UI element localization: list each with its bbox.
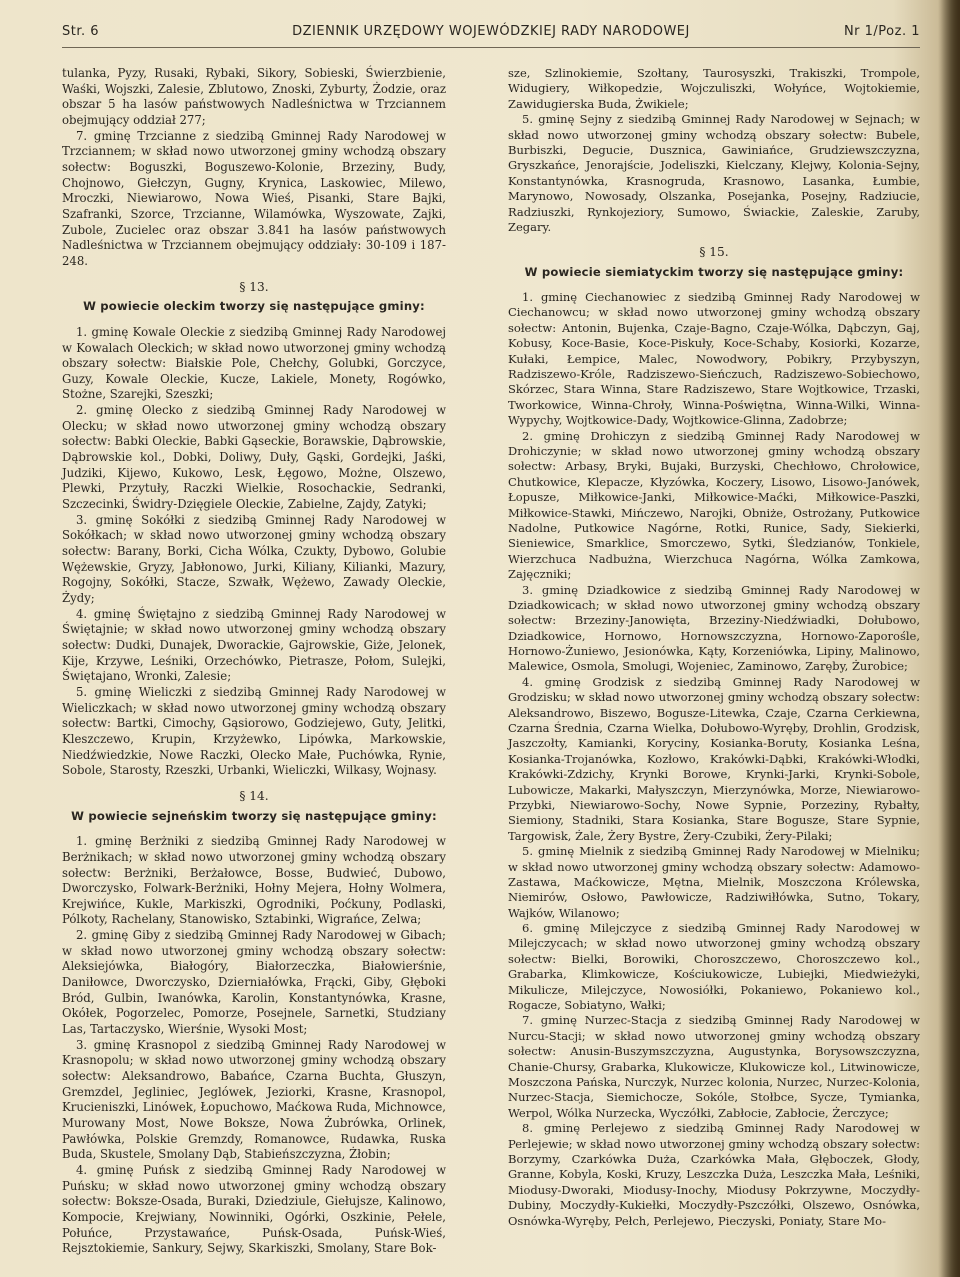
- paragraph: 2. gminę Drohiczyn z siedzibą Gminnej Rady Narodowej w Drohiczynie; w skład nowo utworzonej gminy wchodzą obszary sołectw: Arbasy, Bryki, Bujaki, Burzyski, Chechłowo, Chrołowice, Chutkowice, Klepacze, Kłyzówka, Koczery, Lisowo, Lisowo-Janówek, Łopusze, Miłkowice-Janki, Miłkowice-Maćki, Miłkowice-Paszki, Miłkowice-Stawki, Mińczewo, Narojki, Obniże, Ostrożany, Putkowice Nadolne, Putkowice Nagórne, Rotki, Runice, Sady, Siekierki, Sieniewice, Smarklice, Smorczewo, Sytki, Śledzianów, Tonkiele, Wierzchuca Nadbużna, Wierzchuca Nagórna, Wólka Zamkowa, Zajęczniki;: [508, 428, 920, 582]
- paragraph: 4. gminę Puńsk z siedzibą Gminnej Rady Narodowej w Puńsku; w skład nowo utworzonej gminy wchodzą obszary sołectw: Boksze-Osada, Buraki, Dziedziule, Giełujsze, Kalinowo, Kompocie, Krejwiany, Nowinniki, Ogórki, Oszkinie, Pełele, Połuńce, Przystawańce, Puńsk-Osada, Puńsk-Wieś, Rejsztokiemie, Sankury, Sejwy, Skarkiszki, Smolany, Stare Bok-: [62, 1162, 446, 1256]
- paragraph: 3. gminę Sokółki z siedzibą Gminnej Rady Narodowej w Sokółkach; w skład nowo utworzonej gminy wchodzą obszary sołectw: Barany, Borki, Cicha Wólka, Czukty, Dybowo, Golubie Wężewskie, Gryzy, Jabłonowo, Jurki, Kiliany, Kilianki, Mazury, Rogojny, Sokółki, Stacze, Szwałk, Wężewo, Zawady Oleckie, Żydy;: [62, 512, 446, 605]
- paragraph: 3. gminę Krasnopol z siedzibą Gminnej Rady Narodowej w Krasnopolu; w skład nowo utworzonej gminy wchodzą obszary sołectw: Aleksandrowo, Babańce, Czarna Buchta, Głuszyn, Gremzdel, Jegliniec, Jeglówek, Jeziorki, Krasne, Krasnopol, Krucieniszki, Linówek, Łopuchowo, Maćkowa Ruda, Michnowce, Murowany Most, Nowe Boksze, Nowa Żubrówka, Orlinek, Pawłówka, Polskie Gremzdy, Romanowce, Rudawka, Ruska Buda, Skustele, Smolany Dąb, Stabieńszczyzna, Żłobin;: [62, 1037, 446, 1162]
- paragraph: 2. gminę Olecko z siedzibą Gminnej Rady Narodowej w Olecku; w skład nowo utworzonej gminy wchodzą obszary sołectw: Babki Oleckie, Babki Gąseckie, Borawskie, Dąbrowskie, Dąbrowskie kol., Dobki, Doliwy, Duły, Gąski, Gordejki, Jaśki, Judziki, Kijewo, Kukowo, Lesk, Łęgowo, Możne, Olszewo, Plewki, Przytuły, Raczki Wielkie, Rosochackie, Sedranki, Szczecinki, Świdry-Dzięgiele Oleckie, Zabielne, Zajdy, Zatyki;: [62, 403, 446, 512]
- section-heading: W powiecie oleckim tworzy się następujące gminy:: [83, 299, 425, 314]
- page-header: [62, 24, 920, 46]
- header-rule: [62, 47, 920, 48]
- paragraph: 7. gminę Nurzec-Stacja z siedzibą Gminnej Rady Narodowej w Nurcu-Stacji; w skład nowo utworzonej gminy wchodzą obszary sołectw: Anusin-Buszymszczyzna, Augustynka, Borysowszczyzna, Chanie-Chursy, Grabarka, Klukowicze, Klukowicze kol., Litwinowicze, Moszczona Pańska, Nurczyk, Nurzec kolonia, Nurzec, Nurzec-Kolonia, Nurzec-Stacja, Siemichocze, Sokóle, Stołbce, Sycze, Tymianka, Werpol, Wólka Nurzecka, Wyczółki, Zabłocie, Zabłocie, Żerczyce;: [508, 1013, 920, 1120]
- paragraph: 4. gminę Grodzisk z siedzibą Gminnej Rady Narodowej w Grodzisku; w skład nowo utworzonej gminy wchodzą obszary sołectw: Aleksandrowo, Biszewo, Bogusze-Litewka, Czaje, Czarna Cerkiewna, Czarna Średnia, Czarna Wielka, Dołubowo-Wyręby, Drohlin, Grodzisk, Jaszczołty, Kamianki, Koryciny, Kosianka-Boruty, Kosianka Leśna, Kosianka-Trojanówka, Kozłowo, Krakówki-Dąbki, Krakówki-Włodki, Krakówki-Zdzichy, Krynki Borowe, Krynki-Jarki, Krynki-Sobole, Lubowicze, Makarki, Małyszczyn, Mierzynówka, Morze, Niewiarowo-Przybki, Niewiarowo-Sochy, Nowe Sypnie, Porzeziny, Rybałty, Siemiony, Stadniki, Stara Kosianka, Stare Bogusze, Stare Sypnie, Targowisk, Żale, Żery Bystre, Żery-Czubiki, Żery-Pilaki;: [508, 674, 920, 843]
- paragraph: 2. gminę Giby z siedzibą Gminnej Rady Narodowej w Gibach; w skład nowo utworzonej gminy wchodzą obszary sołectw: Aleksiejówka, Białogóry, Białorzeczka, Białowierśnie, Daniłowce, Dworczysko, Dzierniałówka, Frącki, Giby, Głęboki Bród, Gulbin, Iwanówka, Karolin, Konstantynówka, Krasne, Okółek, Pogorzelec, Pomorze, Posejnele, Sarnetki, Studziany Las, Tartaczysko, Wierśnie, Wysoki Most;: [62, 928, 446, 1037]
- paragraph: 7. gminę Trzcianne z siedzibą Gminnej Rady Narodowej w Trzciannem; w skład nowo utworzonej gminy wchodzą obszary sołectw: Boguszki, Boguszewo-Kolonie, Brzeziny, Budy, Chojnowo, Giełczyn, Gugny, Krynica, Laskowiec, Milewo, Mroczki, Niewiarowo, Nowa Wieś, Pisanki, Stare Bajki, Szafranki, Szorce, Trzcianne, Wilamówka, Wyszowate, Zajki, Zubole, Zucielec oraz obszar 3.841 ha lasów państwowych Nadleśnictwa w Trzciannem obejmujący oddziały: 30-109 i 187-248.: [62, 128, 446, 268]
- paragraph: sze, Szlinokiemie, Szołtany, Taurosyszki, Trakiszki, Trompole, Widugiery, Wiłkopedzie, Wojczuliszki, Wołyńce, Wojtokiemie, Zawidugierska Buda, Żwikiele;: [508, 66, 920, 111]
- section-number: § 13.: [239, 279, 269, 294]
- page-edge-shadow: [938, 0, 960, 1277]
- left-column: [62, 66, 446, 1257]
- paragraph: 6. gminę Milejczyce z siedzibą Gminnej Rady Narodowej w Milejczycach; w skład nowo utworzonej gminy wchodzą obszary sołectw: Bielki, Borowiki, Choroszczewo, Choroszczewo kol., Grabarka, Klimkowicze, Kościukowicze, Lubiejki, Miedwieżyki, Mikulicze, Milejczyce, Nowosiółki, Pokaniewo, Pokaniewo kol., Rogacze, Sobiatyno, Wałki;: [508, 921, 920, 1013]
- paragraph: 8. gminę Perlejewo z siedzibą Gminnej Rady Narodowej w Perlejewie; w skład nowo utworzonej gminy wchodzą obszary sołectw: Borzymy, Czarkówka Duża, Czarkówka Mała, Głęboczek, Głody, Granne, Kobyla, Koski, Kruzy, Leszczka Duża, Leszczka Mała, Leśniki, Miodusy-Dworaki, Miodusy-Inochy, Miodusy Pokrzywne, Moczydły-Dubiny, Moczydły-Kukiełki, Moczydły-Pszczółki, Olszewo, Osnówka, Osnówka-Wyręby, Pełch, Perlejewo, Pieczyski, Poniaty, Stare Mo-: [508, 1121, 920, 1228]
- paragraph: tulanka, Pyzy, Rusaki, Rybaki, Sikory, Sobieski, Świerzbienie, Waśki, Wojszki, Zalesie, Zblutowo, Znoski, Zyburty, Żodzie, oraz obszar 5 ha lasów państwowych Nadleśnictwa w Trzciannem obejmujący oddział 277;: [62, 66, 446, 127]
- section-number: § 15.: [699, 245, 729, 260]
- journal-title: DZIENNIK URZĘDOWY WOJEWÓDZKIEJ RADY NARODOWEJ: [292, 24, 690, 39]
- issue-number: Nr 1/Poz. 1: [843, 24, 920, 39]
- paragraph: 5. gminę Sejny z siedzibą Gminnej Rady Narodowej w Sejnach; w skład nowo utworzonej gminy wchodzą obszary sołectw: Bubele, Burbiszki, Degucie, Dusznica, Gawiniańce, Grudziewszczyzna, Gryszkańce, Jenorajście, Jodeliszki, Kielczany, Klejwy, Kolonia-Sejny, Konstantynówka, Krasnogruda, Krasnowo, Lasanka, Łumbie, Marynowo, Nowosady, Olszanka, Posejanka, Posejny, Radziucie, Radziuszki, Rynkojeziory, Sumowo, Świackie, Zaleskie, Zaruby, Zegary.: [508, 112, 920, 234]
- paragraph: 1. gminę Ciechanowiec z siedzibą Gminnej Rady Narodowej w Ciechanowcu; w skład nowo utworzonej gminy wchodzą obszary sołectw: Antonin, Bujenka, Czaje-Bagno, Czaje-Wólka, Dąbczyn, Gaj, Kobusy, Koce-Basie, Koce-Piskuły, Koce-Schaby, Kosiorki, Kozarze, Kułaki, Łempice, Malec, Nowodwory, Pobikry, Przybyszyn, Radziszewo-Króle, Radziszewo-Sieńczuch, Radziszewo-Sobiechowo, Skórzec, Stara Winna, Stare Radziszewo, Stare Wojtkowice, Trzaski, Tworkowice, Winna-Chroły, Winna-Poświętna, Winna-Wilki, Winna-Wypychy, Wojtkowice-Dady, Wojtkowice-Glinna, Zadobrze;: [508, 290, 920, 428]
- paragraph: 5. gminę Mielnik z siedzibą Gminnej Rady Narodowej w Mielniku; w skład nowo utworzonej gminy wchodzą obszary sołectw: Adamowo-Zastawa, Maćkowicze, Mętna, Mielnik, Moszczona Królewska, Niemirów, Osłowo, Pawłowicze, Radziwiłłówka, Sutno, Tokary, Wajków, Wilanowo;: [508, 844, 920, 920]
- paragraph: 1. gminę Kowale Oleckie z siedzibą Gminnej Rady Narodowej w Kowalach Oleckich; w skład nowo utworzonej gminy wchodzą obszary sołectw: Białskie Pole, Chełchy, Golubki, Gorczyce, Guzy, Kowale Oleckie, Kucze, Lakiele, Monety, Rogówko, Stożne, Szarejki, Szeszki;: [62, 324, 446, 402]
- section-heading: W powiecie sejneńskim tworzy się następujące gminy:: [71, 808, 437, 823]
- section-number: § 14.: [239, 788, 269, 803]
- paragraph: 3. gminę Dziadkowice z siedzibą Gminnej Rady Narodowej w Dziadkowicach; w skład nowo utworzonej gminy wchodzą obszary sołectw: Brzeziny-Janowięta, Brzeziny-Niedźwiadki, Dołubowo, Dziadkowice, Hornowo, Hornowszczyzna, Hornowo-Zaporośle, Hornowo-Żuniewo, Jesionówka, Kąty, Korzeniówka, Lipiny, Malinowo, Malewice, Osmola, Smolugi, Wojeniec, Zaminowo, Zaręby, Żurobice;: [508, 582, 920, 674]
- paragraph: 4. gminę Świętajno z siedzibą Gminnej Rady Narodowej w Świętajnie; w skład nowo utworzonej gminy wchodzą obszary sołectw: Dudki, Dunajek, Dworackie, Gajrowskie, Giże, Jelonek, Kije, Krzywe, Leśniki, Orzechówko, Pietrasze, Połom, Sulejki, Świętajano, Wronki, Zalesie;: [62, 606, 446, 684]
- paragraph: 1. gminę Berżniki z siedzibą Gminnej Rady Narodowej w Berżnikach; w skład nowo utworzonej gminy wchodzą obszary sołectw: Berżniki, Berżałowce, Bosse, Budwieć, Dubowo, Dworczysko, Folwark-Berżniki, Hołny Mejera, Hołny Wolmera, Krejwińce, Kukle, Markiszki, Ogrodniki, Poćkuny, Podlaski, Pólkoty, Rachelany, Stanowisko, Sztabinki, Wigrańce, Zelwa;: [62, 834, 446, 927]
- paragraph: 5. gminę Wieliczki z siedzibą Gminnej Rady Narodowej w Wieliczkach; w skład nowo utworzonej gminy wchodzą obszary sołectw: Bartki, Cimochy, Gąsiorowo, Godziejewo, Guty, Jelitki, Kleszczewo, Krupin, Krzyżewko, Lipówka, Markowskie, Niedźwiedzkie, Nowe Raczki, Olecko Małe, Puchówka, Rynie, Sobole, Starosty, Rzeszki, Urbanki, Wieliczki, Wilkasy, Wojnasy.: [62, 684, 446, 778]
- section-heading: W powiecie siemiatyckim tworzy się następujące gminy:: [524, 264, 904, 279]
- page-number: Str. 6: [62, 24, 100, 39]
- right-column: [508, 66, 920, 1229]
